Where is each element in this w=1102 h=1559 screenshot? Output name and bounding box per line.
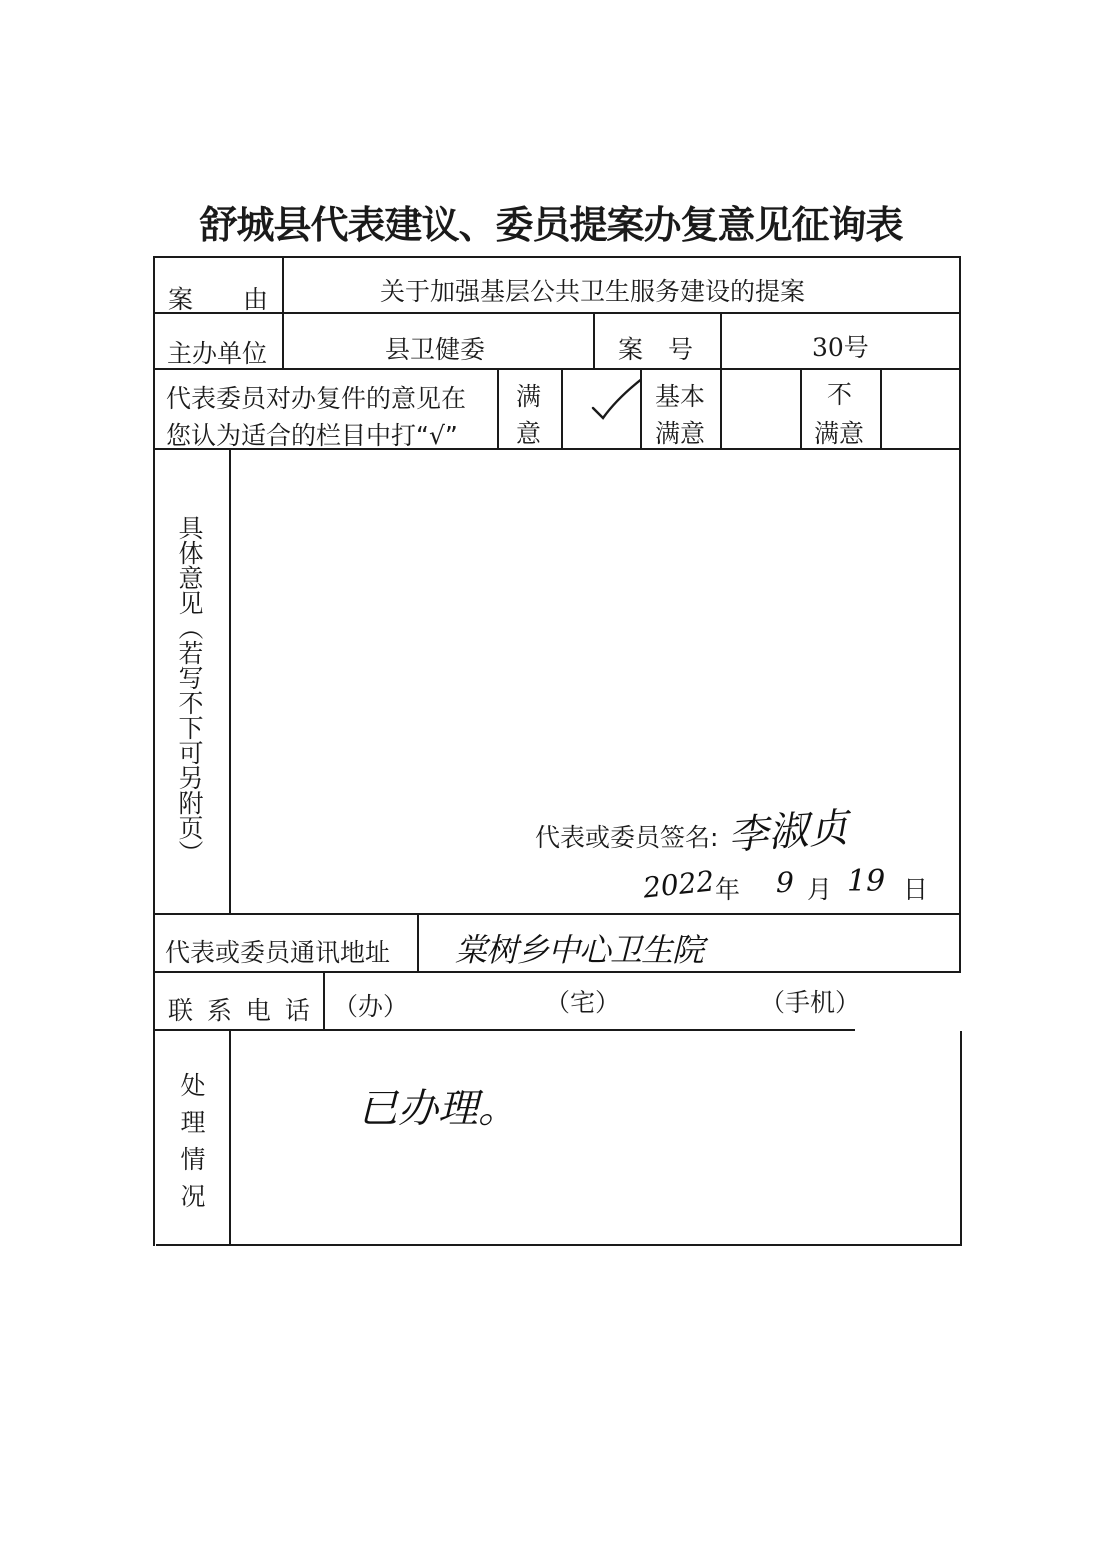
option-basic-label-1: 基本 (655, 382, 706, 411)
signature-label: 代表或委员签名: (535, 823, 719, 852)
date-month: 9 (776, 866, 794, 899)
phone-label: 联 系 电 话 (168, 996, 313, 1025)
specific-opinion-label: 具体意见（若写不下可另附页） (175, 515, 204, 865)
option-basic-label-2: 满意 (655, 419, 706, 448)
document-title: 舒城县代表建议、委员提案办复意见征询表 (199, 202, 903, 247)
phone-mobile-label: （手机） (760, 988, 861, 1017)
rule (155, 913, 961, 915)
date-month-unit: 月 (807, 875, 833, 904)
date-year-unit: 年 (715, 875, 741, 904)
date-day-unit: 日 (903, 875, 929, 904)
address-label: 代表或委员通讯地址 (165, 938, 391, 967)
rule (959, 256, 961, 971)
rule (156, 1244, 962, 1246)
option-not-checkbox[interactable] (882, 370, 959, 448)
rule (640, 370, 642, 448)
phone-office-label: （办） (333, 992, 409, 1021)
opinion-prompt-line2: 您认为适合的栏目中打“√” (166, 421, 458, 450)
case-no-value: 30号 (812, 333, 869, 362)
rule (323, 973, 325, 1029)
option-not-label-1: 不 (827, 380, 853, 409)
option-satisfied-checkbox[interactable] (563, 370, 640, 448)
option-satisfied-label-2: 意 (516, 419, 542, 448)
address-value: 棠树乡中心卫生院 (455, 931, 704, 969)
handling-value: 已办理。 (358, 1086, 518, 1132)
phone-home-label: （宅） (545, 988, 621, 1017)
host-unit-value: 县卫健委 (385, 335, 486, 364)
option-not-label-2: 满意 (814, 419, 865, 448)
option-satisfied-label-1: 满 (516, 382, 542, 411)
case-no-label: 案 号 (618, 335, 694, 364)
rule (153, 256, 155, 1246)
host-unit-label: 主办单位 (167, 339, 268, 368)
rule (155, 971, 961, 973)
rule (153, 312, 961, 314)
rule (155, 1029, 855, 1031)
rule (229, 450, 231, 913)
date-day: 19 (847, 864, 886, 899)
date-year: 2022 (641, 864, 716, 905)
handling-label: 处理情况 (177, 1072, 206, 1220)
rule (153, 368, 961, 370)
checkmark-icon (563, 370, 640, 448)
rule (229, 1031, 231, 1244)
rule (593, 314, 595, 368)
rule (153, 256, 961, 258)
case-reason-label: 案 由 (168, 285, 269, 314)
opinion-prompt-line1: 代表委员对办复件的意见在 (166, 384, 467, 413)
rule (282, 258, 284, 368)
rule (417, 915, 419, 971)
case-reason-value: 关于加强基层公共卫生服务建设的提案 (380, 277, 806, 306)
option-basic-checkbox[interactable] (722, 370, 800, 448)
rule (960, 1031, 962, 1246)
rule (497, 370, 499, 448)
signature: 李淑贞 (726, 804, 850, 860)
rule (800, 370, 802, 448)
